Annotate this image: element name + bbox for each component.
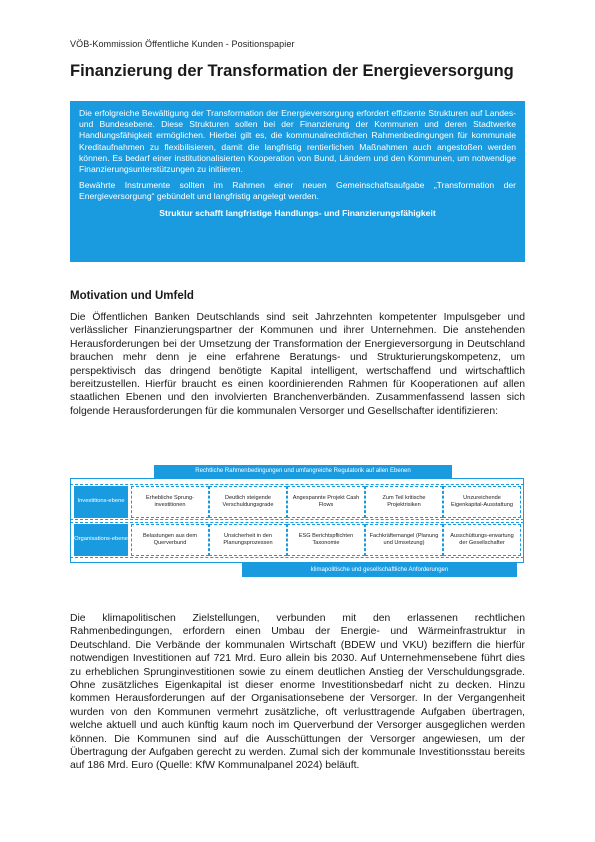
diagram-cell: ESG Berichtspflichten Taxonomie [287, 524, 365, 556]
body-paragraph-2: Die klimapolitischen Zielstellungen, verbunden mit den erlassenen rechtlichen Rahmenbedingungen, erfordern einen Umbau der Energie- und Wärmeinfrastruktur in Deutschland. Die Verbände der kommunalen Wirtschaft (BDEW und VKU) beziffern die hierfür notwendigen Investitionen auf 721 Mrd. Euro allein bis 2030. Auf Unternehmensebene führt dies zu erheblichen Sprunginvestitionen sowie zu einem deutlichen Anstieg der Verschuldungsgrade. Ohne zusätzliches Eigenkapital ist dieser enorme Investitionsbedarf nicht zu decken. Hinzu kommen Herausforderungen auf der Organisationsebene der Versorger. In der Vergangenheit wurden von den Kommunen vermehrt zusätzliche, oft verlusttragende Aufgaben übertragen, welche aktuell und auch künftig kaum noch im Querverbund der Versorger ausgeglichen werden können. Die Kommunen sind auf die Ausschüttungen der Versorger angewiesen, um der Übertragung der Aufgaben gerecht zu werden. Zumal sich der kommunale Investitionsstau bereits auf 186 Mrd. Euro (Quelle: KfW Kommunalpanel 2024) beläuft. [70, 613, 525, 772]
diagram-cell: Belastungen aus dem Querverbund [131, 524, 209, 556]
page-title: Finanzierung der Transformation der Energieversorgung [70, 62, 514, 80]
body-paragraph-1: Die Öffentlichen Banken Deutschlands sind seit Jahrzehnten kompetenter Impulsgeber und verlässlicher Finanzierungspartner der Kommunen und ihrer Unternehmen. Die anstehenden Herausforderungen bei der Umsetzung der Transformation der Energieversorgung in Deutschland brauchen mehr denn je eine erfahrene Beratungs- und Strukturierungskompetenz, um perspektivisch das dringend benötigte Kapital intelligent, wertschaffend und wirtschaftlich bereitzustellen. Hierfür braucht es einen koordinierenden Rahmen für Kooperationen auf allen staatlichen Ebenen und den involvierten Branchenverbänden. Zusammenfassend lassen sich folgende Herausforderungen für die kommunalen Versorger und Gesellschafter identifizieren: [70, 312, 525, 417]
diagram-bottom-banner: klimapolitische und gesellschaftliche Anforderungen [242, 563, 517, 577]
diagram-cell: Zum Teil kritische Projektrisiken [365, 486, 443, 518]
diagram-cell: Fachkräftemangel (Planung und Umsetzung) [365, 524, 443, 556]
summary-paragraph-1: Die erfolgreiche Bewältigung der Transformation der Energieversorgung erfordert effiziente Strukturen auf Landes- und Bundesebene. Diese Strukturen sollen bei der Finanzierung der Kommunen und deren Stadtwerke Handlungsfähigkeit ermöglichen. Hierbei gilt es, die kommunalrechtlichen Rahmenbedingungen für kommunale Kreditaufnahmen zu flexibilisieren, damit die langfristig rentierlichen Maßnahmen auch angestoßen werden können. Es bedarf einer institutionalisierten Kooperation von Bund, Ländern und den Kommunen, um notwendige Finanzierungsunterstützungen zu initiieren. [79, 108, 516, 175]
diagram-cell: Ausschüttungs-erwartung der Gesellschafter [443, 524, 521, 556]
document-header: VÖB-Kommission Öffentliche Kunden - Positionspapier [70, 39, 295, 49]
section-heading: Motivation und Umfeld [70, 290, 194, 302]
diagram-cell: Angespannte Projekt Cash Flows [287, 486, 365, 518]
diagram-cell: Erhebliche Sprung-investitionen [131, 486, 209, 518]
diagram-top-banner: Rechtliche Rahmenbedingungen und umfangreiche Regulatorik auf allen Ebenen [154, 465, 452, 478]
challenges-diagram [70, 465, 526, 583]
summary-paragraph-2: Bewährte Instrumente sollten im Rahmen einer neuen Gemeinschaftsaufgabe „Transformation der Energieversorgung“ gebündelt und langfristig angelegt werden. [79, 180, 516, 202]
diagram-row-label-organisation: Organisations-ebene [74, 524, 128, 556]
diagram-row-label-investment: Investitions-ebene [74, 486, 128, 518]
summary-claim: Struktur schafft langfristige Handlungs- und Finanzierungsfähigkeit [159, 207, 436, 218]
summary-box [70, 101, 525, 262]
diagram-cell: Unsicherheit in den Planungsprozessen [209, 524, 287, 556]
diagram-cell: Unzureichende Eigenkapital-Ausstattung [443, 486, 521, 518]
diagram-cell: Deutlich steigende Verschuldungsgrade [209, 486, 287, 518]
